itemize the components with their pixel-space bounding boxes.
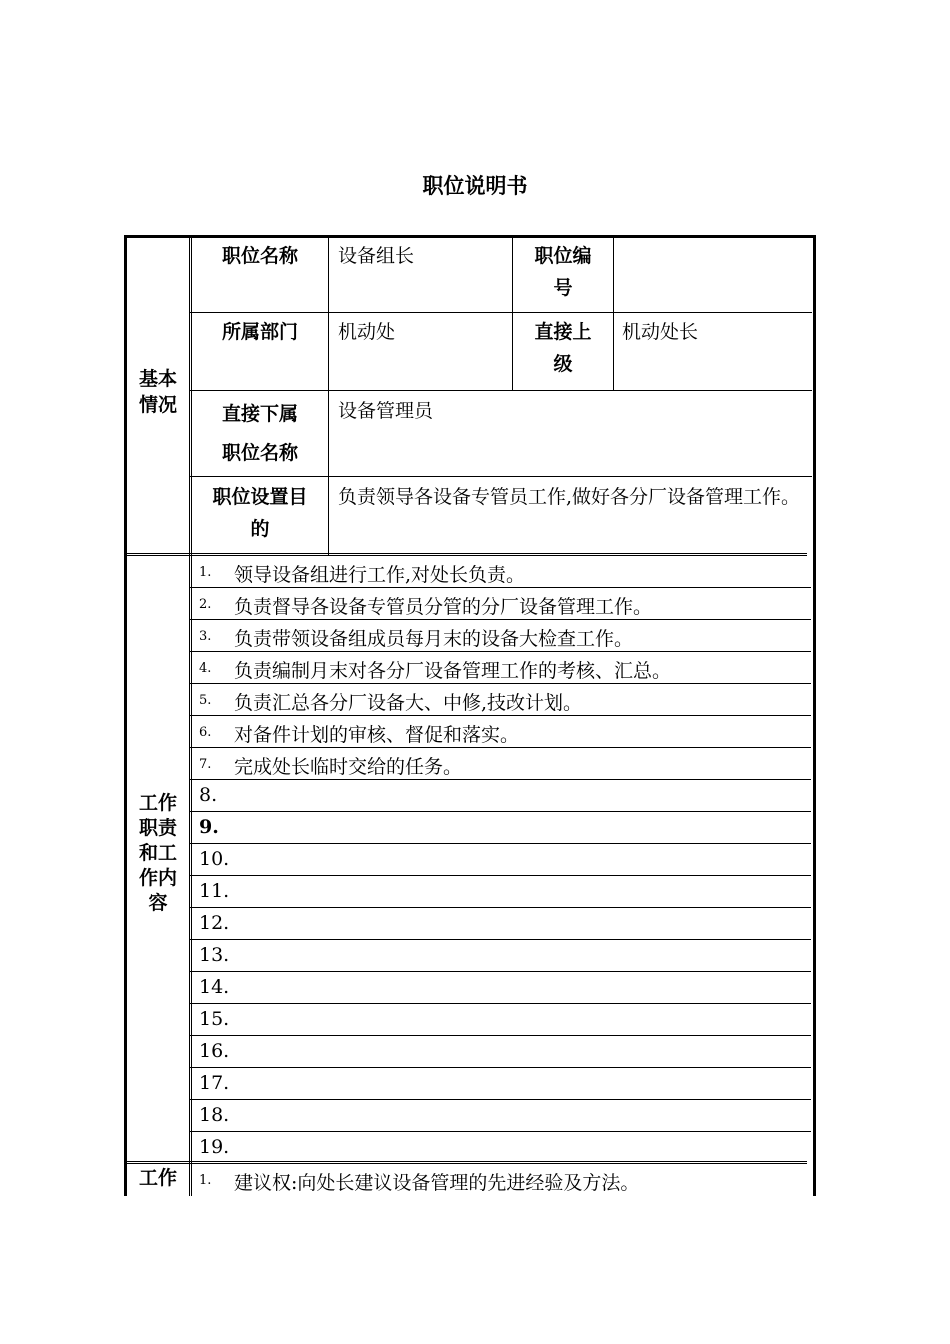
duty-row	[190, 1036, 811, 1068]
authority-row	[190, 1164, 811, 1196]
duty-text: 领导设备组进行工作,对处长负责。	[234, 564, 526, 586]
duty-text: 负责带领设备组成员每月末的设备大检查工作。	[234, 628, 634, 650]
column-divider	[613, 238, 614, 390]
subordinate-label: 直接下属 职位名称	[221, 403, 298, 464]
duty-row	[190, 588, 811, 620]
duty-row	[190, 812, 811, 844]
duty-row	[190, 972, 811, 1004]
duty-number: 12.	[199, 912, 230, 934]
duty-row	[190, 556, 811, 588]
duty-number: 17.	[199, 1072, 230, 1094]
department-value: 机动处	[338, 321, 396, 343]
duty-text: 负责编制月末对各分厂设备管理工作的考核、汇总。	[234, 660, 672, 682]
basic-info-section-label: 基本 情况	[138, 368, 177, 416]
duty-number: 3.	[199, 629, 212, 644]
duty-row	[190, 1100, 811, 1132]
duty-number: 10.	[199, 848, 230, 870]
authority-section-label: 工作	[138, 1167, 177, 1189]
duty-row	[190, 652, 811, 684]
position-name-value: 设备组长	[338, 245, 415, 267]
duty-row	[190, 876, 811, 908]
superior-label: 直接上 级	[534, 321, 592, 375]
duty-number: 7.	[199, 757, 212, 772]
authority-text: 建议权:向处长建议设备管理的先进经验及方法。	[234, 1172, 640, 1194]
duty-row	[190, 716, 811, 748]
position-no-label: 职位编 号	[534, 245, 592, 299]
duty-row	[190, 684, 811, 716]
duty-number: 9.	[199, 816, 219, 838]
row-divider	[190, 312, 812, 313]
row-divider	[190, 390, 812, 391]
authority-number: 1.	[199, 1173, 212, 1188]
duty-text: 对备件计划的审核、督促和落实。	[234, 724, 520, 746]
duty-row	[190, 1068, 811, 1100]
duty-number: 15.	[199, 1008, 230, 1030]
duty-number: 18.	[199, 1104, 230, 1126]
duty-number: 5.	[199, 693, 212, 708]
page-title: 职位说明书	[422, 174, 528, 198]
duty-number: 11.	[199, 880, 230, 902]
row-divider	[190, 476, 812, 477]
duty-row	[190, 620, 811, 652]
duty-number: 8.	[199, 784, 218, 806]
duty-number: 2.	[199, 597, 212, 612]
duty-row	[190, 1132, 811, 1164]
duty-number: 19.	[199, 1136, 230, 1158]
purpose-label: 职位设置目 的	[212, 486, 308, 540]
duty-row	[190, 940, 811, 972]
duty-text: 负责汇总各分厂设备大、中修,技改计划。	[234, 692, 583, 714]
duty-number: 14.	[199, 976, 230, 998]
duty-row	[190, 780, 811, 812]
duty-text: 负责督导各设备专管员分管的分厂设备管理工作。	[234, 596, 653, 618]
position-name-label: 职位名称	[221, 245, 298, 267]
column-divider	[328, 238, 329, 555]
purpose-value: 负责领导各设备专管员工作,做好各分厂设备管理工作。	[338, 486, 801, 508]
duty-row	[190, 844, 811, 876]
superior-value: 机动处长	[622, 321, 699, 343]
duty-number: 4.	[199, 661, 212, 676]
duty-number: 13.	[199, 944, 230, 966]
duties-section-label: 工作 职责 和工 作内 容	[138, 792, 177, 914]
duty-row	[190, 1004, 811, 1036]
duty-text: 完成处长临时交给的任务。	[234, 756, 463, 778]
department-label: 所属部门	[221, 321, 298, 343]
duty-row	[190, 748, 811, 780]
duty-number: 6.	[199, 725, 212, 740]
duty-number: 1.	[199, 565, 212, 580]
duty-number: 16.	[199, 1040, 230, 1062]
duty-row	[190, 908, 811, 940]
subordinate-value: 设备管理员	[338, 400, 434, 422]
